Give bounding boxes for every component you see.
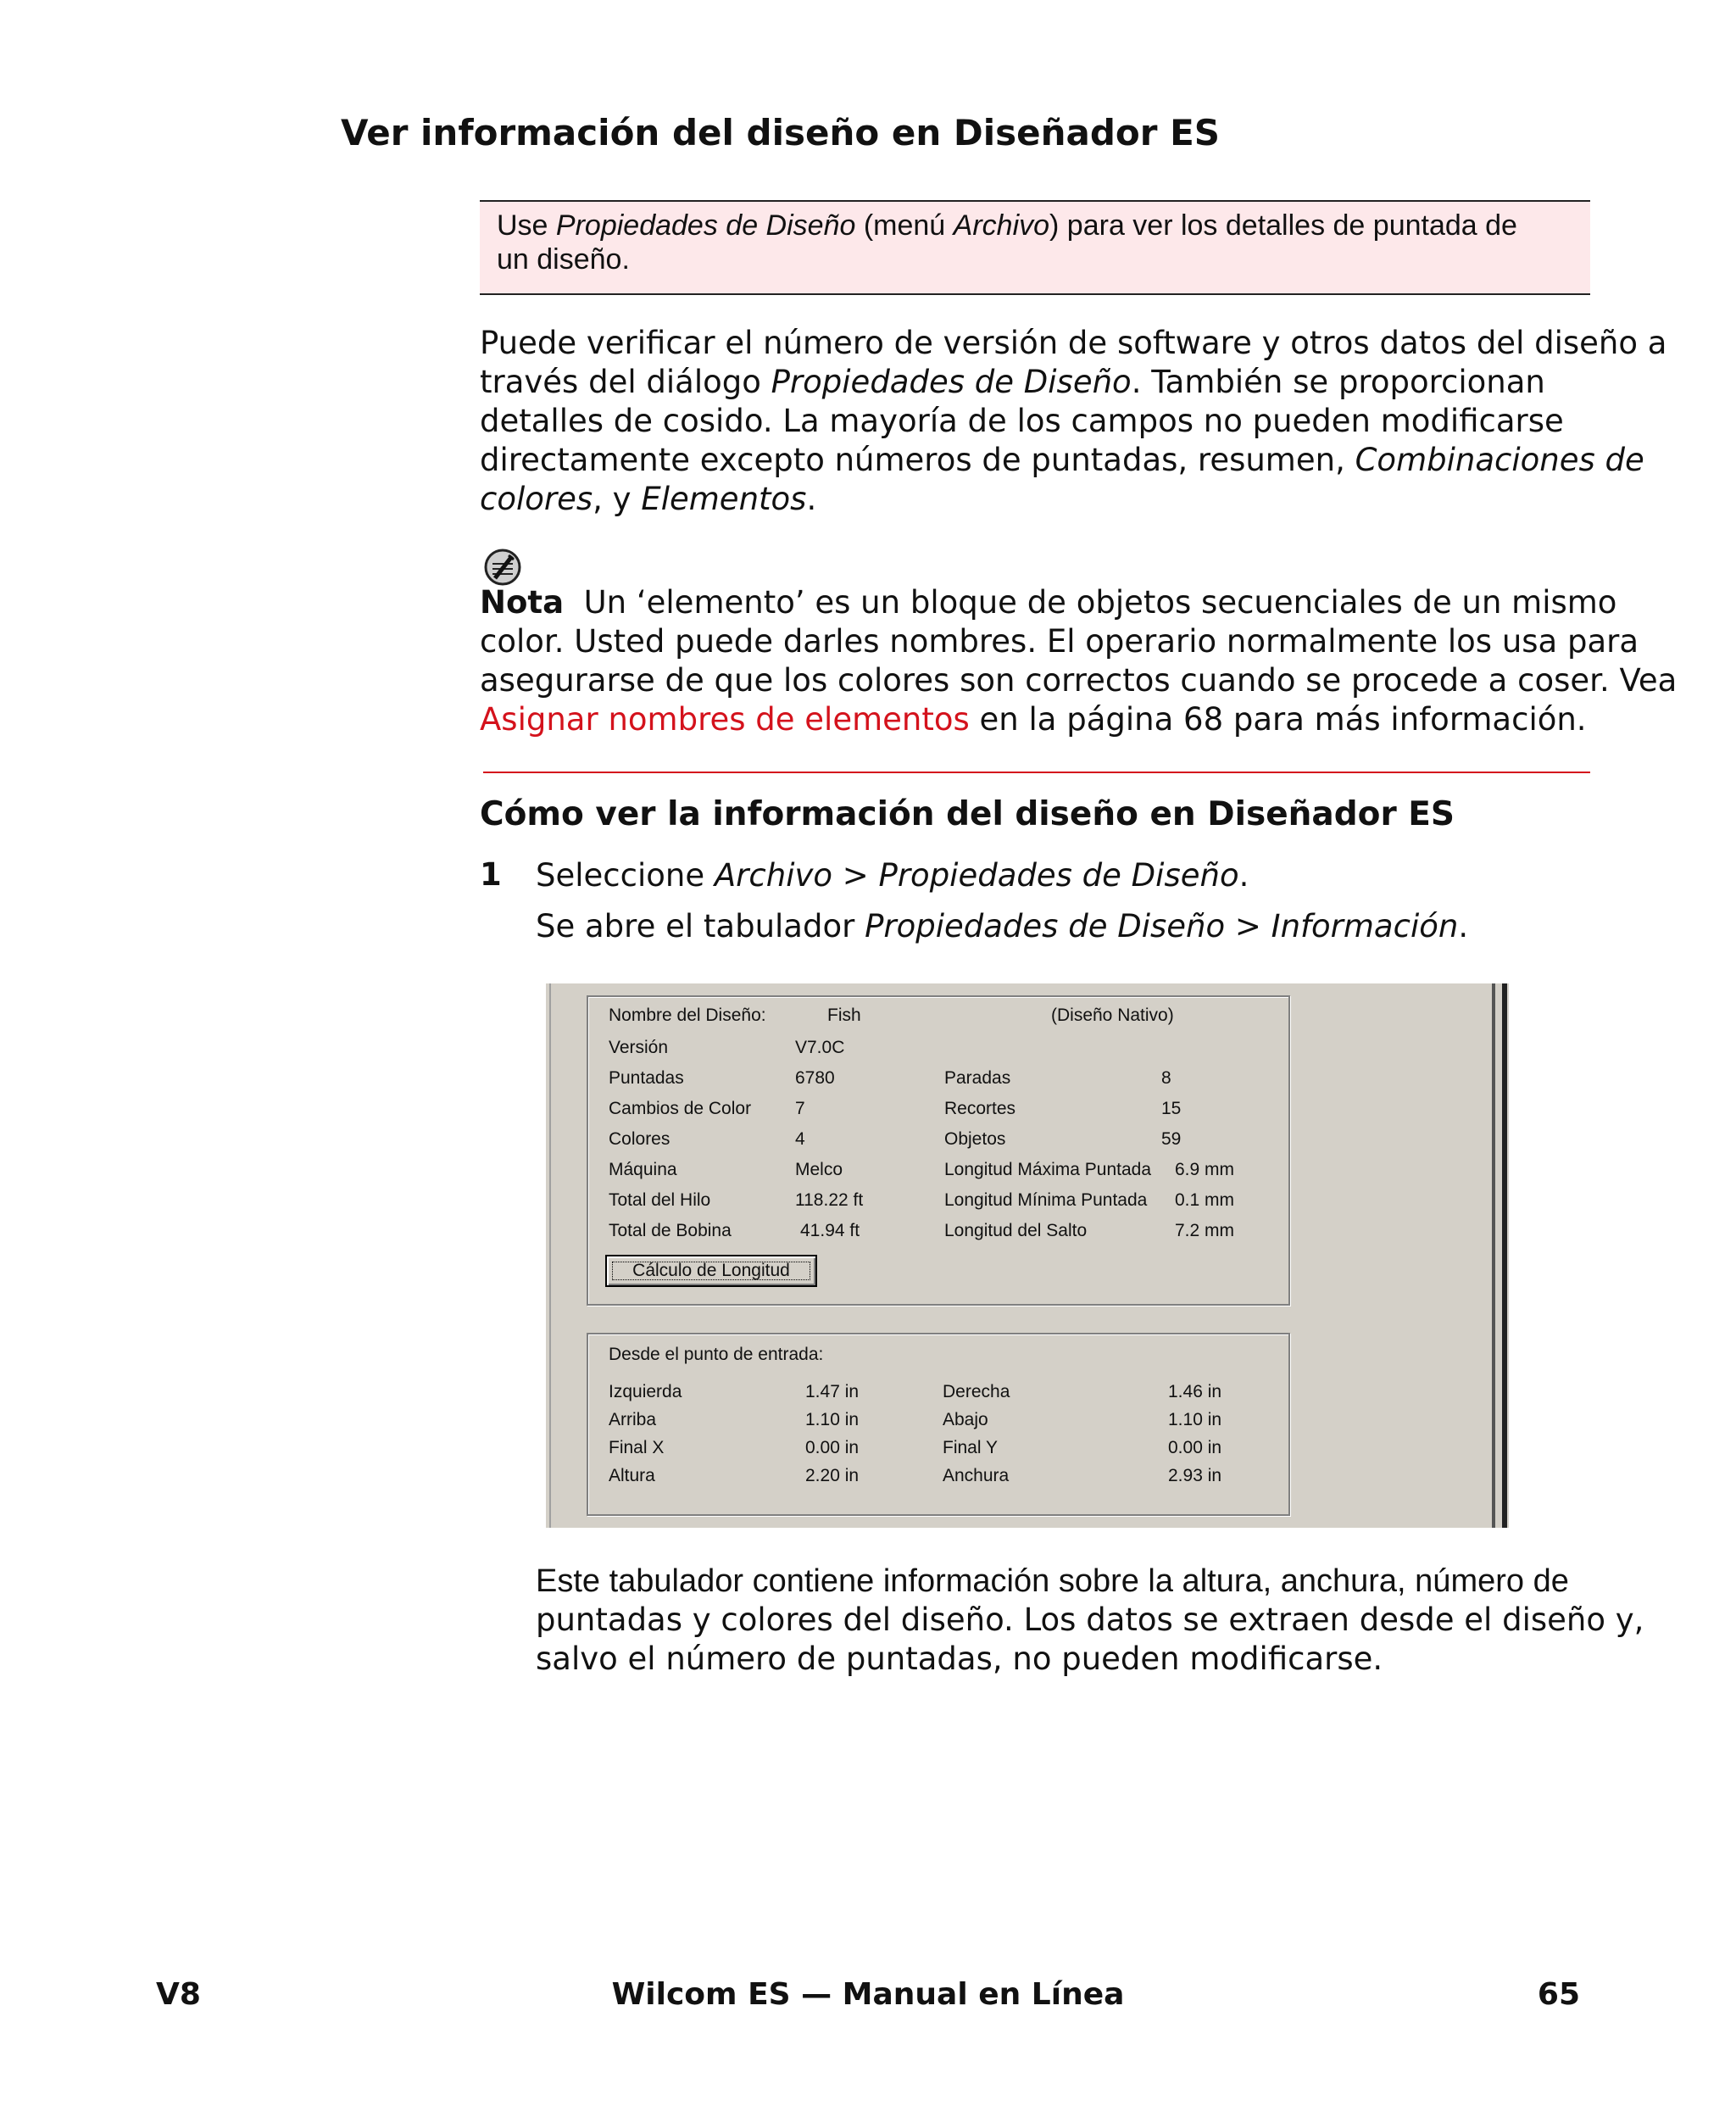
row-value: 0.1 mm <box>1175 1190 1235 1210</box>
step-number: 1 <box>480 856 502 893</box>
footer-version: V8 <box>156 1977 201 2012</box>
entry-row-value: 1.10 in <box>805 1410 860 1429</box>
entry-row-label: Izquierda <box>609 1382 682 1401</box>
entry-row-value: 1.10 in <box>1168 1410 1222 1429</box>
step-instruction: Seleccione Archivo > Propiedades de Diseño. <box>536 857 1249 894</box>
summary-line-1: Use Propiedades de Diseño (menú Archivo) para ver los detalles de puntada de <box>497 209 1517 242</box>
row-label: Total del Hilo <box>609 1190 711 1210</box>
entry-row-value: 0.00 in <box>805 1438 860 1457</box>
row-label: Cambios de Color <box>609 1099 752 1118</box>
row-label: Máquina <box>609 1160 677 1179</box>
closing-paragraph: Este tabulador contiene información sobre la altura, anchura, número de puntadas y colores del diseño. Los datos se extraen desde el diseño y, salvo el número de puntadas, no pueden modificarse. <box>536 1563 1644 1677</box>
entry-row-value: 1.46 in <box>1168 1382 1222 1401</box>
row-label: Longitud Mínima Puntada <box>944 1190 1148 1210</box>
entry-row-label: Final Y <box>943 1438 998 1457</box>
note-label: Nota <box>480 584 565 621</box>
design-type-value: (Diseño Nativo) <box>1051 1006 1174 1025</box>
summary-box <box>480 200 1590 295</box>
entry-row-value: 2.93 in <box>1168 1466 1222 1485</box>
design-name-label: Nombre del Diseño: <box>609 1006 766 1025</box>
page-title: Ver información del diseño en Diseñador ES <box>341 112 1221 153</box>
intro-paragraph: Puede verificar el número de versión de software y otros datos del diseño a través del diálogo Propiedades de Diseño. También se proporcionan detalles de cosido. La mayoría de los campos no pueden modificarse directamente excepto números de puntadas, resumen, Combinaciones de colores, y Elementos. <box>480 325 1667 517</box>
step-result: Se abre el tabulador Propiedades de Diseño > Información. <box>536 908 1469 944</box>
row-label: Paradas <box>944 1068 1011 1088</box>
entry-row-label: Anchura <box>943 1466 1010 1485</box>
row-label: Recortes <box>944 1099 1016 1118</box>
row-label: Longitud del Salto <box>944 1221 1088 1240</box>
row-value: 41.94 ft <box>800 1221 860 1240</box>
section-divider <box>483 772 1590 773</box>
entry-row-value: 2.20 in <box>805 1466 860 1485</box>
row-value: 6780 <box>795 1068 835 1088</box>
row-value: 8 <box>1161 1068 1171 1088</box>
entry-row-value: 1.47 in <box>805 1382 860 1401</box>
section-heading: Cómo ver la información del diseño en Diseñador ES <box>480 795 1455 833</box>
entry-row-label: Final X <box>609 1438 665 1457</box>
row-label: Colores <box>609 1129 670 1149</box>
note-paragraph: Nota Un ‘elemento’ es un bloque de objetos secuenciales de un mismo color. Usted puede darles nombres. El operario normalmente los usa para asegurarse de que los colores son correctos cuando se procede a coser. Vea Asignar nombres de elementos en la página 68 para más información. <box>480 584 1678 738</box>
entry-row-value: 0.00 in <box>1168 1438 1222 1457</box>
row-value: Melco <box>795 1160 843 1179</box>
row-label: Versión <box>609 1038 669 1057</box>
design-name-value: Fish <box>827 1006 861 1025</box>
design-properties-dialog <box>542 983 1509 1528</box>
row-value: 59 <box>1161 1129 1182 1149</box>
note-pencil-icon <box>483 548 522 587</box>
row-label: Objetos <box>944 1129 1006 1149</box>
row-value: 7 <box>795 1099 805 1118</box>
row-label: Total de Bobina <box>609 1221 732 1240</box>
entry-row-label: Altura <box>609 1466 655 1485</box>
footer-title: Wilcom ES — Manual en Línea <box>611 1977 1125 2012</box>
row-value: 4 <box>795 1129 805 1149</box>
entry-row-label: Abajo <box>943 1410 988 1429</box>
summary-line-2: un diseño. <box>497 243 630 276</box>
entry-row-label: Derecha <box>943 1382 1010 1401</box>
footer-page-number: 65 <box>1537 1977 1580 2012</box>
row-value: 7.2 mm <box>1175 1221 1235 1240</box>
row-label: Longitud Máxima Puntada <box>944 1160 1151 1179</box>
row-value: V7.0C <box>795 1038 845 1057</box>
row-value: 118.22 ft <box>795 1190 864 1210</box>
row-value: 15 <box>1161 1099 1182 1118</box>
length-calculation-button[interactable]: Cálculo de Longitud <box>605 1255 817 1287</box>
entry-row-label: Arriba <box>609 1410 657 1429</box>
row-label: Puntadas <box>609 1068 684 1088</box>
entry-point-label: Desde el punto de entrada: <box>609 1345 824 1364</box>
row-value: 6.9 mm <box>1175 1160 1235 1179</box>
assign-element-names-link[interactable]: Asignar nombres de elementos <box>480 701 970 738</box>
